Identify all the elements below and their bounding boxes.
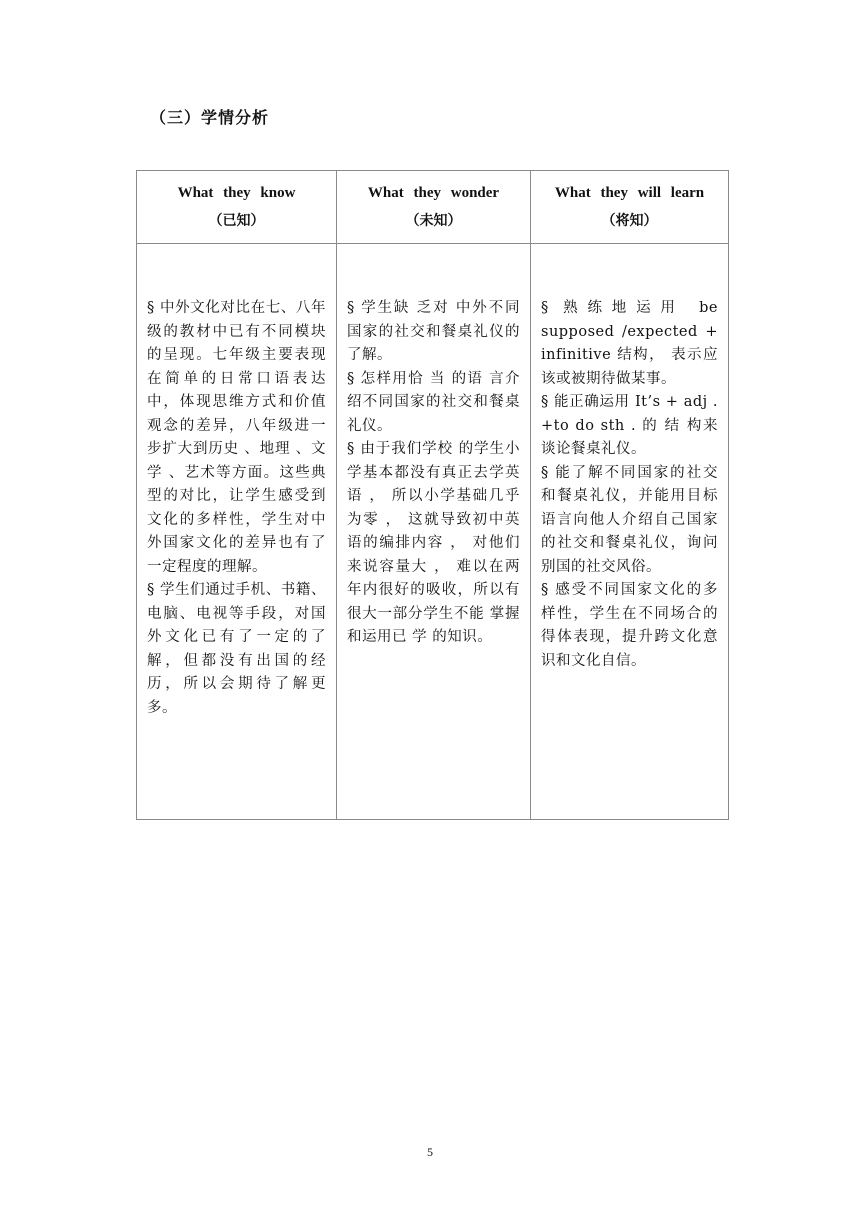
will-learn-item: § 感受不同国家文化的多样性，学生在不同场合的得体表现，提升跨文化意识和文化自信。 [541,582,718,669]
header-will-learn [531,171,729,244]
section-title: （三）学情分析 [150,108,270,127]
table-header-row [137,171,729,244]
wonder-item: § 由于我们学校 的学生小学基本都没有真正去学英语 ， 所以小学基础几乎为零 ， 这就导致初中英语的编排内容 ， 对他们来说容量大 ， 难以在两年内很好的吸收，所以有很大一部分学生不能 掌握和运用已 学 的知识。 [347,441,520,645]
page-number: 5 [427,1145,433,1159]
will-learn-item: § 熟练地运用 be supposed /expected + infinitive 结构， 表示应该或被期待做某事。 [541,300,718,387]
header-know-en: What they know [177,185,296,201]
header-wonder-en: What they wonder [367,185,500,201]
header-know-zh: （已知） [208,213,265,229]
know-item: § 中外文化对比在七、八年级的教材中已有不同模块的呈现。七年级主要表现在简单的日常口语表达中，体现思维方式和价值观念的差异，八年级进一步扩大到历史 、地理 、文学 、艺术等方面。这些典型的对比，让学生感受到文化的多样性，学生对中外国家文化的差异也有了一定程度的理解。 [147,300,326,575]
cell-will-learn [531,244,729,820]
header-will-learn-en: What they will learn [554,185,705,201]
wonder-item: § 怎样用恰 当 的语 言介绍不同国家的社交和餐桌礼仪。 [347,370,520,434]
cell-wonder [337,244,531,820]
header-wonder-zh: （未知） [405,213,462,229]
header-know [137,171,337,244]
table-body-row [137,244,729,820]
will-learn-item: § 能了解不同国家的社交和餐桌礼仪，并能用目标语言向他人介绍自己国家的社交和餐桌礼仪，询问别国的社交风俗。 [541,464,718,575]
know-item: § 学生们通过手机、书籍、电脑、电视等手段，对国外文化已有了一定的了解，但都没有出国的经历，所以会期待了解更多。 [147,582,326,716]
wonder-item: § 学生缺 乏对 中外不同国家的社交和餐桌礼仪的了解。 [347,300,520,363]
will-learn-item: § 能正确运用 It’s + adj . +to do sth . 的 结 构来谈论餐桌礼仪。 [541,394,718,457]
header-wonder [337,171,531,244]
header-will-learn-zh: （将知） [601,213,658,229]
cell-know [137,244,337,820]
learner-analysis-table [136,170,729,820]
